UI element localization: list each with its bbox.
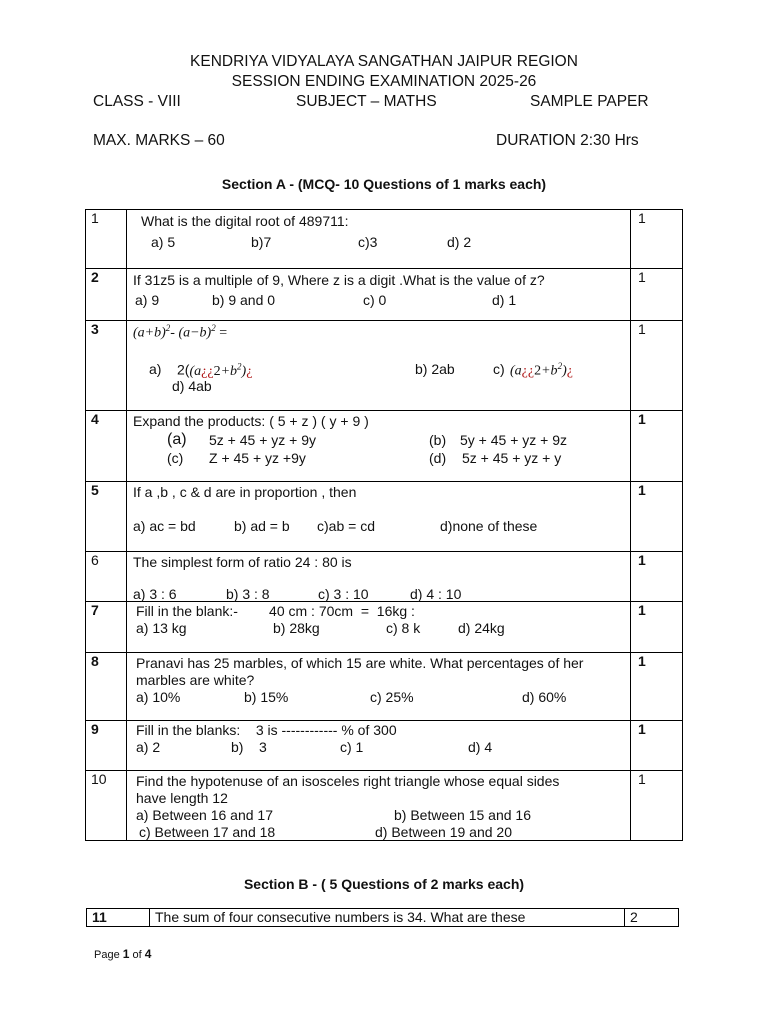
question-marks: 1 bbox=[631, 411, 683, 482]
question-body bbox=[127, 653, 631, 721]
option-c: c) Between 17 and 18 bbox=[139, 824, 276, 840]
option-b: b) ad = b bbox=[234, 518, 290, 534]
option-b: b) Between 15 and 16 bbox=[394, 807, 531, 823]
question-body bbox=[127, 771, 631, 841]
question-marks: 1 bbox=[631, 721, 683, 771]
question-row-3 bbox=[86, 321, 683, 411]
of-label: of bbox=[132, 949, 142, 961]
option-a: a) ac = bd bbox=[133, 518, 196, 534]
option-b: b) 9 and 0 bbox=[212, 292, 276, 308]
question-text: The simplest form of ratio 24 : 80 is bbox=[133, 554, 352, 570]
section-b-table bbox=[86, 908, 679, 927]
question-number: 9 bbox=[86, 721, 127, 771]
option-d: d) 4 bbox=[468, 739, 493, 755]
option-b: b) 2ab bbox=[415, 361, 455, 377]
question-row-1 bbox=[86, 210, 683, 269]
question-text: Expand the products: ( 5 + z ) ( y + 9 ) bbox=[133, 413, 369, 429]
page-total: 4 bbox=[144, 947, 152, 961]
question-text: The sum of four consecutive numbers is 34. What are these bbox=[150, 909, 625, 927]
question-marks: 1 bbox=[631, 210, 683, 269]
question-row-8 bbox=[86, 653, 683, 721]
question-number: 6 bbox=[86, 552, 127, 602]
option-c: c) 25% bbox=[370, 689, 414, 705]
question-marks: 1 bbox=[631, 653, 683, 721]
page-number: 1 bbox=[122, 947, 130, 961]
option-a: a) 10% bbox=[136, 689, 181, 705]
option-d: d) 2 bbox=[447, 234, 472, 250]
question-body bbox=[127, 602, 631, 653]
option-c: c)3 bbox=[358, 234, 378, 250]
option-c-label: (c) bbox=[167, 450, 184, 466]
question-body bbox=[127, 552, 631, 602]
option-b-label: (b) bbox=[429, 432, 447, 448]
option-b: b) 3 : 8 bbox=[226, 586, 270, 602]
question-marks: 2 bbox=[625, 909, 679, 927]
option-d: d) 60% bbox=[522, 689, 567, 705]
option-a-formula: $2((a¿¿2+b^2)¿$ bbox=[177, 361, 253, 379]
school-name: KENDRIYA VIDYALAYA SANGATHAN JAIPUR REGION bbox=[190, 53, 578, 70]
option-c: c) 3 : 10 bbox=[318, 586, 369, 602]
page-footer bbox=[94, 947, 151, 961]
question-text-line2: marbles are white? bbox=[136, 672, 255, 688]
question-row-11 bbox=[87, 909, 679, 927]
section-a-title: Section A - (MCQ- 10 Questions of 1 marks each) bbox=[221, 176, 547, 192]
question-number: 3 bbox=[86, 321, 127, 411]
option-b: 5y + 45 + yz + 9z bbox=[460, 432, 568, 448]
option-a: a) 2 bbox=[136, 739, 161, 755]
question-row-7 bbox=[86, 602, 683, 653]
option-a: 5z + 45 + yz + 9y bbox=[209, 432, 317, 448]
question-row-10 bbox=[86, 771, 683, 841]
question-text: If a ,b , c & d are in proportion , then bbox=[133, 484, 357, 500]
option-d-label: (d) bbox=[429, 450, 447, 466]
question-number: 4 bbox=[86, 411, 127, 482]
question-marks: 1 bbox=[631, 321, 683, 411]
question-marks: 1 bbox=[631, 771, 683, 841]
question-marks: 1 bbox=[631, 482, 683, 552]
question-body bbox=[127, 321, 631, 411]
subject-label: SUBJECT – MATHS bbox=[296, 93, 437, 110]
question-row-4 bbox=[86, 411, 683, 482]
option-b: b) 15% bbox=[244, 689, 289, 705]
exam-name: SESSION ENDING EXAMINATION 2025-26 bbox=[231, 73, 537, 90]
question-number: 7 bbox=[86, 602, 127, 653]
question-number: 11 bbox=[87, 909, 150, 927]
question-row-2 bbox=[86, 269, 683, 321]
option-b: b) 28kg bbox=[273, 620, 320, 636]
option-c: Z + 45 + yz +9y bbox=[209, 450, 306, 466]
question-number: 10 bbox=[86, 771, 127, 841]
question-body bbox=[127, 721, 631, 771]
question-body bbox=[127, 210, 631, 269]
question-text-line1: Pranavi has 25 marbles, of which 15 are white. What percentages of her bbox=[136, 655, 584, 671]
option-b: b) 3 bbox=[231, 739, 267, 755]
option-c: c) 8 k bbox=[386, 620, 421, 636]
question-formula: $(a+b)^2-$ $(a-b)^2$ = bbox=[133, 323, 228, 341]
option-c: c) 1 bbox=[340, 739, 364, 755]
option-c-label: c) bbox=[493, 361, 505, 377]
question-text: Fill in the blank:- 40 cm : 70cm = 16kg : bbox=[136, 603, 415, 619]
option-d: d)none of these bbox=[440, 518, 538, 534]
option-a-label: a) bbox=[149, 361, 162, 377]
question-marks: 1 bbox=[631, 269, 683, 321]
question-body bbox=[127, 411, 631, 482]
section-b-title: Section B - ( 5 Questions of 2 marks each) bbox=[243, 876, 525, 892]
question-text-line2: have length 12 bbox=[136, 790, 228, 806]
paper-type-label: SAMPLE PAPER bbox=[530, 93, 649, 110]
option-d: d) Between 19 and 20 bbox=[375, 824, 512, 840]
option-a-label: (a) bbox=[167, 431, 187, 448]
option-c: c) 0 bbox=[363, 292, 387, 308]
question-row-5 bbox=[86, 482, 683, 552]
class-label: CLASS - VIII bbox=[93, 93, 181, 110]
option-c-formula: $(a¿¿2+b^2)¿$ bbox=[510, 361, 573, 379]
question-marks: 1 bbox=[631, 602, 683, 653]
option-d: d) 4 : 10 bbox=[410, 586, 462, 602]
question-body bbox=[127, 269, 631, 321]
question-body bbox=[127, 482, 631, 552]
question-text-line1: Find the hypotenuse of an isosceles right triangle whose equal sides bbox=[136, 773, 560, 789]
question-row-6 bbox=[86, 552, 683, 602]
page-label: Page bbox=[94, 949, 120, 961]
question-number: 2 bbox=[86, 269, 127, 321]
option-d: d) 4ab bbox=[172, 378, 212, 394]
question-row-9 bbox=[86, 721, 683, 771]
option-a: a) 5 bbox=[151, 234, 176, 250]
option-d: d) 24kg bbox=[458, 620, 505, 636]
question-marks: 1 bbox=[631, 552, 683, 602]
option-a: a) Between 16 and 17 bbox=[136, 807, 273, 823]
max-marks-label: MAX. MARKS – 60 bbox=[93, 132, 225, 149]
question-number: 1 bbox=[86, 210, 127, 269]
question-text: Fill in the blanks: 3 is ------------ % of 300 bbox=[136, 722, 397, 738]
duration-label: DURATION 2:30 Hrs bbox=[496, 132, 639, 149]
question-number: 5 bbox=[86, 482, 127, 552]
option-d: d) 1 bbox=[492, 292, 517, 308]
option-c: c)ab = cd bbox=[317, 518, 375, 534]
option-a: a) 3 : 6 bbox=[133, 586, 177, 602]
question-number: 8 bbox=[86, 653, 127, 721]
option-d: 5z + 45 + yz + y bbox=[462, 450, 562, 466]
section-a-table bbox=[85, 209, 683, 841]
option-a: a) 13 kg bbox=[136, 620, 187, 636]
question-text: If 31z5 is a multiple of 9, Where z is a digit .What is the value of z? bbox=[133, 272, 545, 288]
question-text: What is the digital root of 489711: bbox=[141, 213, 349, 229]
option-a: a) 9 bbox=[135, 292, 160, 308]
option-b: b)7 bbox=[251, 234, 272, 250]
